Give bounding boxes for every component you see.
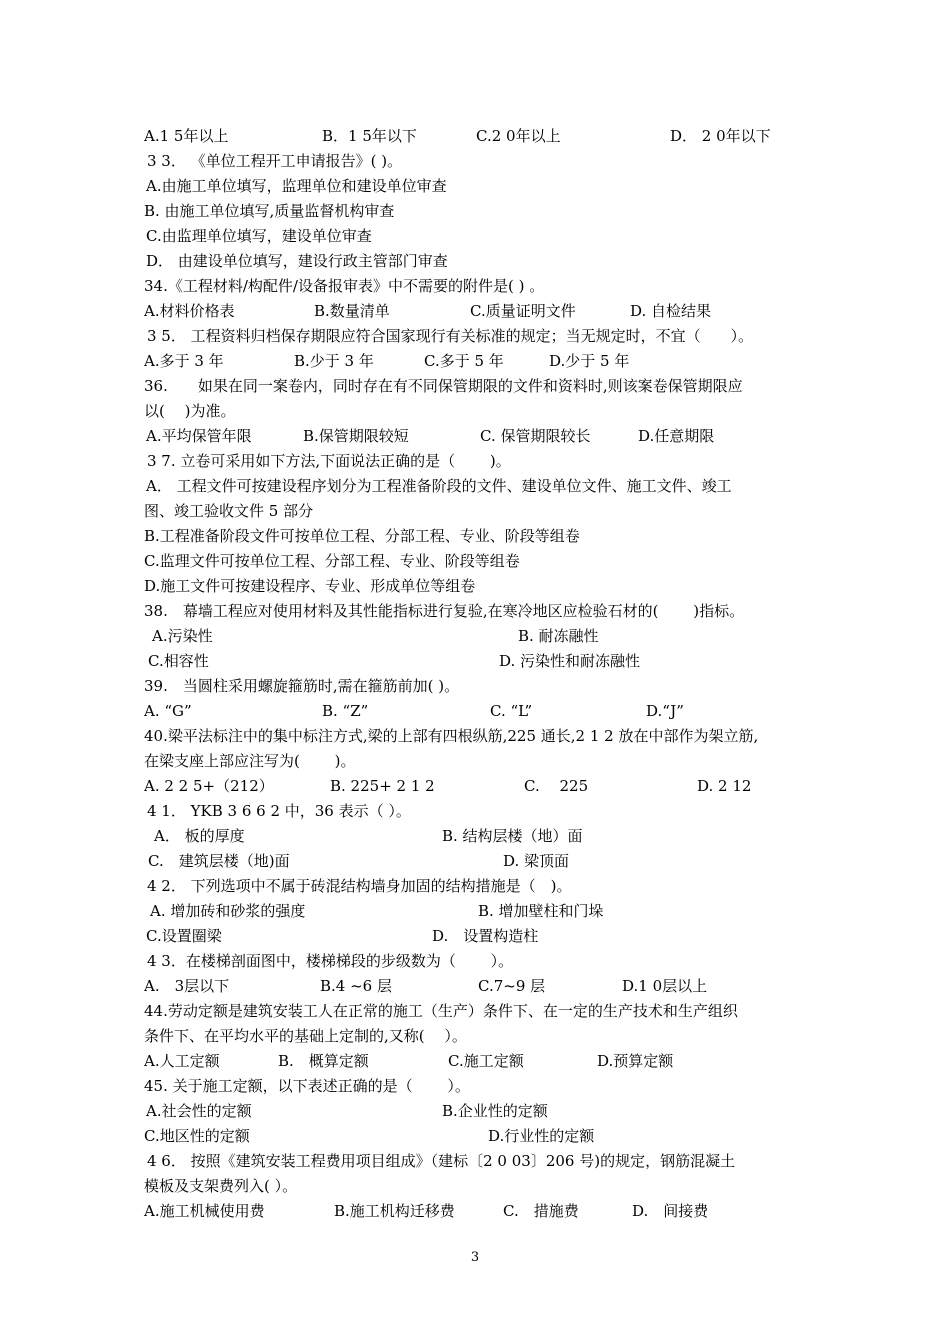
text-line: A. 3层以下 bbox=[144, 977, 230, 995]
text-line: 45. 关于施工定额，以下表述正确的是（ ）。 bbox=[144, 1077, 470, 1095]
text-line: B.施工机构迁移费 bbox=[334, 1202, 455, 1220]
text-line: A． 板的厚度 bbox=[154, 827, 245, 845]
text-line: 图、竣工验收文件 5 部分 bbox=[144, 502, 314, 520]
text-line: C. 225 bbox=[524, 777, 589, 795]
text-line: D.行业性的定额 bbox=[488, 1127, 595, 1145]
text-line: 34.《工程材料/构配件/设备报审表》中不需要的附件是( ) 。 bbox=[144, 277, 545, 295]
text-line: 36. 如果在同一案卷内，同时存在有不同保管期限的文件和资料时,则该案卷保管期限应 bbox=[144, 377, 743, 395]
text-line: C.相容性 bbox=[148, 652, 209, 670]
text-line: D.少于 5 年 bbox=[549, 352, 630, 370]
text-line: 模板及支架费列入( ）。 bbox=[144, 1177, 298, 1195]
text-line: D． 由建设单位填写，建设行政主管部门审查 bbox=[146, 252, 448, 270]
text-line: C.地区性的定额 bbox=[144, 1127, 250, 1145]
text-line: 4 1． YKB 3 6 6 2 中，36 表示（ ）。 bbox=[147, 802, 411, 820]
text-line: 4 2． 下列选项中不属于砖混结构墙身加固的结构措施是（ )。 bbox=[147, 877, 572, 895]
text-line: C. 建筑层楼（地)面 bbox=[148, 852, 290, 870]
text-line: C.监理文件可按单位工程、分部工程、专业、阶段等组卷 bbox=[144, 552, 520, 570]
text-line: D. 间接费 bbox=[632, 1202, 709, 1220]
text-line: B. 增加壁柱和门垛 bbox=[478, 902, 604, 920]
text-line: A.材料价格表 bbox=[144, 302, 235, 320]
text-line: A.1 5年以上 bbox=[144, 127, 229, 145]
text-line: 4 3．在楼梯剖面图中，楼梯梯段的步级数为（ ）。 bbox=[147, 952, 514, 970]
text-line: A. “G” bbox=[144, 702, 192, 720]
text-line: B.工程准备阶段文件可按单位工程、分部工程、专业、阶段等组卷 bbox=[144, 527, 580, 545]
text-line: 38. 幕墙工程应对使用材料及其性能指标进行复验,在寒冷地区应检验石材的( )指标。 bbox=[144, 602, 745, 620]
text-line: A.施工机械使用费 bbox=[144, 1202, 265, 1220]
text-line: D. 设置构造柱 bbox=[432, 927, 539, 945]
text-line: B.数量清单 bbox=[314, 302, 390, 320]
text-line: B. 结构层楼（地）面 bbox=[442, 827, 583, 845]
text-line: D. 污染性和耐冻融性 bbox=[499, 652, 641, 670]
text-line: 39. 当圆柱采用螺旋箍筋时,需在箍筋前加( )。 bbox=[144, 677, 460, 695]
text-line: 3 5． 工程资料归档保存期限应符合国家现行有关标准的规定；当无规定时，不宜（ ）。 bbox=[147, 327, 754, 345]
text-line: D.“J” bbox=[646, 702, 684, 720]
text-line: D.预算定额 bbox=[597, 1052, 674, 1070]
text-line: 3 7. 立卷可采用如下方法,下面说法正确的是（ )。 bbox=[147, 452, 511, 470]
page-number: 3 bbox=[470, 1250, 480, 1265]
text-line: C.2 0年以上 bbox=[476, 127, 561, 145]
text-line: D.1 0层以上 bbox=[622, 977, 708, 995]
text-line: C.质量证明文件 bbox=[470, 302, 576, 320]
text-line: A.污染性 bbox=[152, 627, 213, 645]
text-line: A. 2 2 5+（212） bbox=[144, 777, 274, 795]
text-line: B. 225+ 2 1 2 bbox=[330, 777, 435, 795]
text-line: C.设置圈梁 bbox=[146, 927, 222, 945]
text-line: A.社会性的定额 bbox=[146, 1102, 252, 1120]
text-line: 4 6． 按照《建筑安装工程费用项目组成》（建标〔2 0 03〕206 号)的规定，钢筋混凝土 bbox=[147, 1152, 736, 1170]
text-line: 3 3． 《单位工程开工申请报告》( )。 bbox=[147, 152, 403, 170]
text-line: B.4 ~6 层 bbox=[320, 977, 392, 995]
text-line: D. 自检结果 bbox=[630, 302, 712, 320]
text-line: D.施工文件可按建设程序、专业、形成单位等组卷 bbox=[144, 577, 476, 595]
text-line: C.7~9 层 bbox=[478, 977, 546, 995]
text-line: A. 增加砖和砂浆的强度 bbox=[150, 902, 306, 920]
text-line: B.保管期限较短 bbox=[303, 427, 409, 445]
text-line: A.人工定额 bbox=[144, 1052, 220, 1070]
text-line: 44.劳动定额是建筑安装工人在正常的施工（生产）条件下、在一定的生产技术和生产组织 bbox=[144, 1002, 738, 1020]
text-line: D.任意期限 bbox=[638, 427, 715, 445]
text-line: B. 概算定额 bbox=[278, 1052, 369, 1070]
text-line: D. 2 12 bbox=[697, 777, 752, 795]
text-line: C.多于 5 年 bbox=[424, 352, 504, 370]
text-line: B. 耐冻融性 bbox=[518, 627, 599, 645]
text-line: C.由监理单位填写，建设单位审查 bbox=[146, 227, 372, 245]
text-line: B.少于 3 年 bbox=[294, 352, 374, 370]
text-line: D． 2 0年以下 bbox=[670, 127, 771, 145]
text-line: B．1 5年以下 bbox=[322, 127, 417, 145]
text-line: 在梁支座上部应注写为( )。 bbox=[144, 752, 356, 770]
text-line: C.施工定额 bbox=[448, 1052, 524, 1070]
text-line: A.多于 3 年 bbox=[144, 352, 224, 370]
text-line: A.由施工单位填写，监理单位和建设单位审查 bbox=[146, 177, 447, 195]
text-line: B. 由施工单位填写,质量监督机构审查 bbox=[144, 202, 395, 220]
text-line: D. 梁顶面 bbox=[503, 852, 570, 870]
text-line: B. “Z” bbox=[322, 702, 369, 720]
text-line: 以( )为准。 bbox=[144, 402, 236, 420]
text-line: C. 保管期限较长 bbox=[480, 427, 591, 445]
text-line: A.平均保管年限 bbox=[146, 427, 252, 445]
text-line: A． 工程文件可按建设程序划分为工程准备阶段的文件、建设单位文件、施工文件、竣工 bbox=[146, 477, 732, 495]
text-line: 条件下、在平均水平的基础上定制的,又称( ）。 bbox=[144, 1027, 467, 1045]
text-line: C. 措施费 bbox=[503, 1202, 579, 1220]
text-line: C. “L” bbox=[490, 702, 533, 720]
text-line: B.企业性的定额 bbox=[442, 1102, 548, 1120]
text-line: 40.梁平法标注中的集中标注方式,梁的上部有四根纵筋,225 通长,2 1 2 放在中部作为架立筋, bbox=[144, 727, 759, 745]
